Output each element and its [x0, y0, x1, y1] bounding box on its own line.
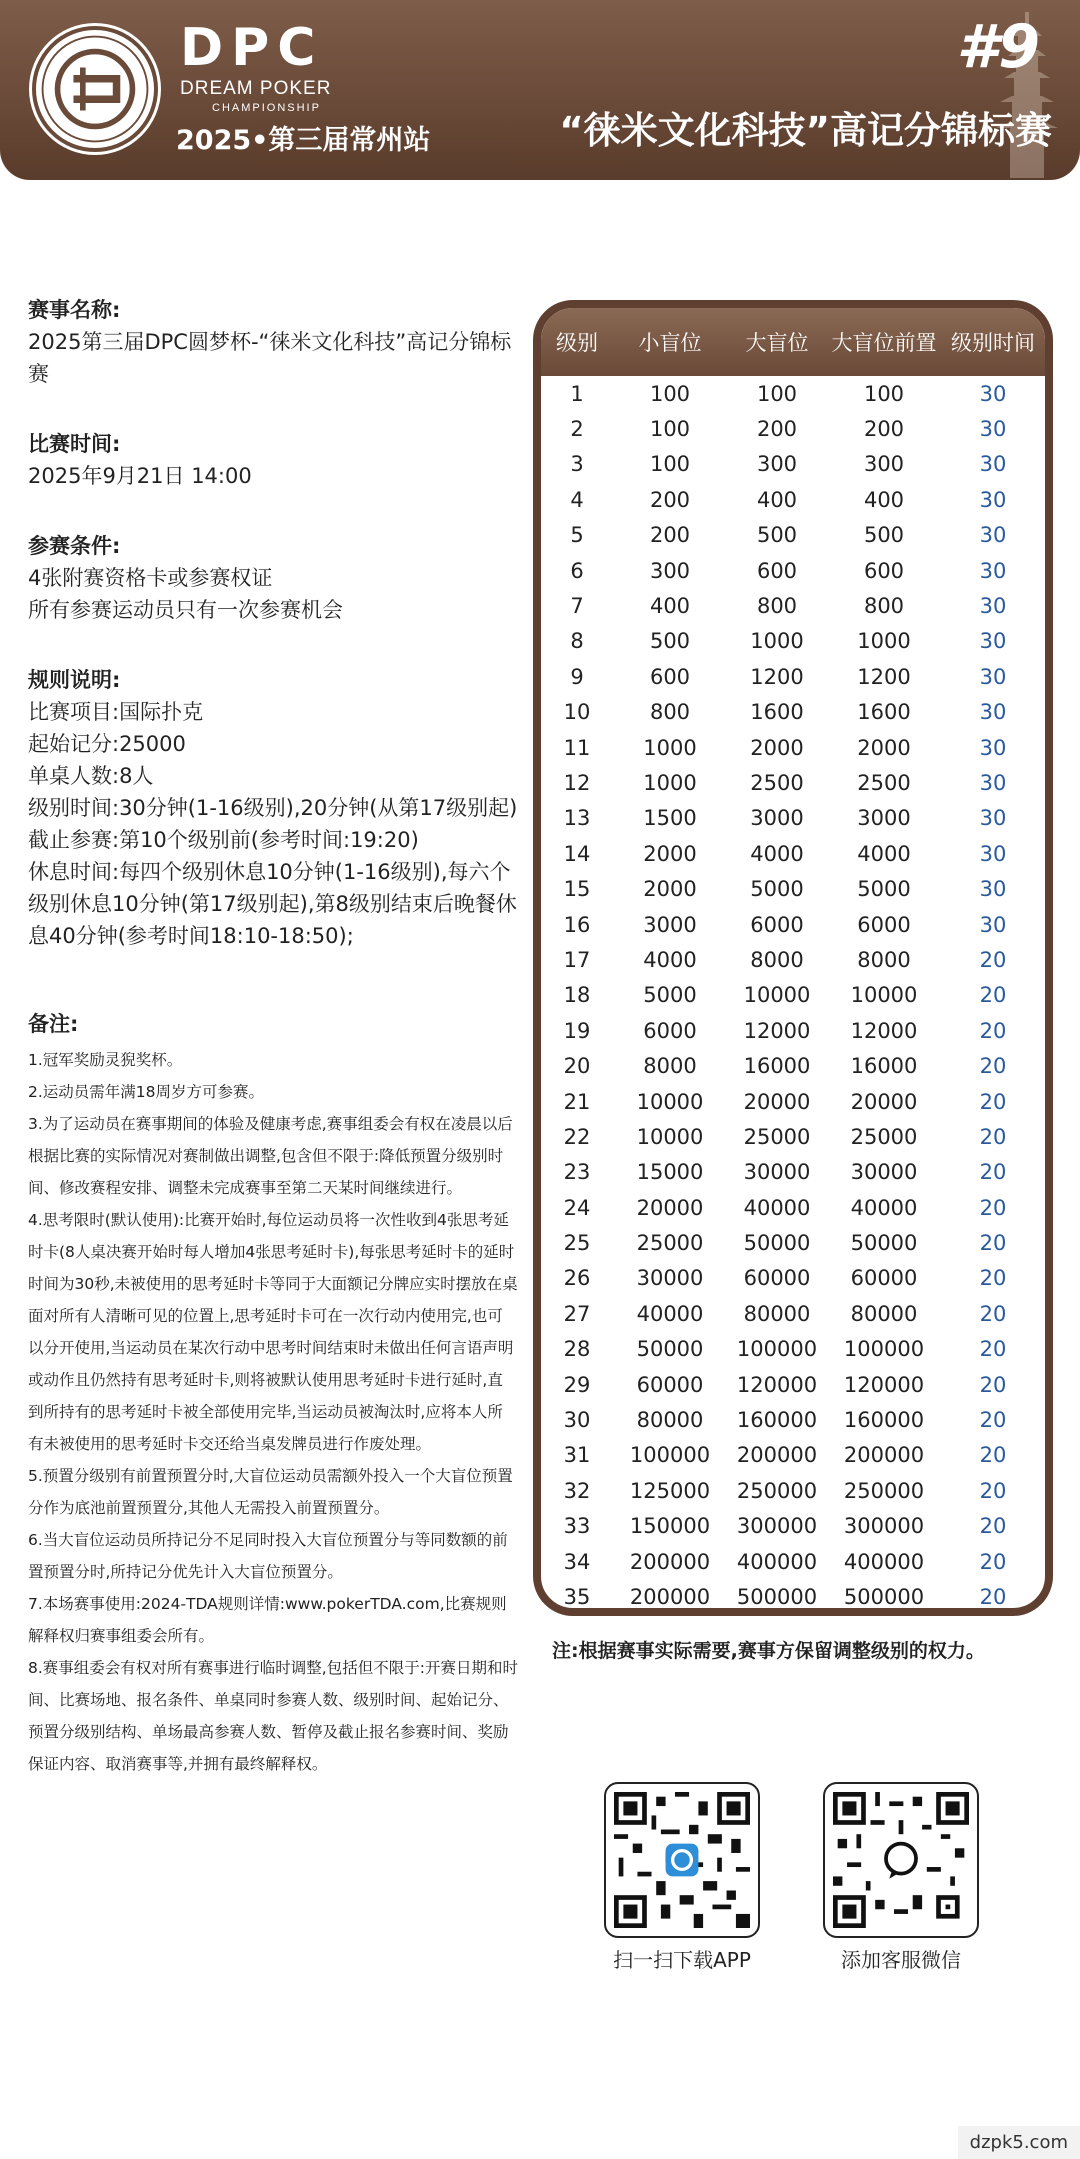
cell-level: 4: [570, 487, 584, 512]
table-row: [541, 1013, 1045, 1048]
note-item: 7.本场赛事使用:2024-TDA规则详情:www.pokerTDA.com,比赛规则解释权归赛事组委会所有。: [28, 1595, 507, 1645]
cell-small-blind: 50000: [636, 1337, 704, 1362]
cell-level: 13: [563, 806, 591, 831]
table-row: [541, 730, 1045, 765]
cell-big-blind: 30000: [743, 1160, 811, 1185]
note-item: 4.思考限时(默认使用):比赛开始时,每位运动员将一次性收到4张思考延时卡(8人桌决赛开始时每人增加4张思考延时卡),每张思考延时卡的延时时间为30秒,未被使用的思考延时卡等同于大面额记分牌应实时摆放在桌面对所有人清晰可见的位置上,思考延时卡可在一次行动内使用完,也可以分开使用,当运动员在某次行动中思考时间结束时未做出任何言语声明或动作且仍然持有思考延时卡,则将被默认使用思考延时卡进行延时,直到所持有的思考延时卡被全部使用完毕,当运动员被淘汰时,应将本人所有未被使用的思考延时卡交还给当桌发牌员进行作废处理。: [28, 1211, 518, 1453]
cell-level: 18: [563, 983, 591, 1008]
cell-small-blind: 200: [649, 487, 691, 512]
cell-big-blind: 100000: [736, 1337, 818, 1362]
cell-level: 6: [570, 558, 584, 583]
cell-big-blind-ante: 200: [863, 417, 905, 442]
cell-level-time: 30: [979, 452, 1007, 477]
cell-level: 17: [563, 947, 591, 972]
cell-big-blind-ante: 40000: [850, 1195, 918, 1220]
cell-big-blind: 120000: [736, 1372, 818, 1397]
table-row: [541, 836, 1045, 871]
cell-big-blind: 1600: [750, 700, 804, 725]
cell-small-blind: 800: [649, 700, 691, 725]
cell-big-blind-ante: 200000: [843, 1443, 925, 1468]
header-banner: [0, 0, 1080, 180]
table-row: [541, 871, 1045, 906]
cell-level: 30: [563, 1408, 591, 1433]
dpc-emblem-icon: [36, 30, 154, 148]
cell-big-blind-ante: 250000: [843, 1478, 925, 1503]
cell-small-blind: 3000: [643, 912, 697, 937]
cell-level: 11: [563, 735, 591, 760]
cell-level-time: 20: [979, 1089, 1007, 1114]
cell-level-time: 20: [979, 1160, 1007, 1185]
cell-small-blind: 200000: [629, 1549, 711, 1574]
condition-line: 4张附赛资格卡或参赛权证: [28, 566, 273, 590]
cell-big-blind: 300: [756, 452, 798, 477]
cell-big-blind: 40000: [743, 1195, 811, 1220]
cell-big-blind-ante: 2500: [857, 770, 911, 795]
cell-level: 32: [563, 1478, 591, 1503]
rule-line: 休息时间:每四个级别休息10分钟(1-16级别),每六个级别休息10分钟(第17级别起),第8级别结束后晚餐休息40分钟(参考时间18:10-18:50);: [28, 860, 517, 948]
cell-level: 29: [563, 1372, 591, 1397]
cell-small-blind: 60000: [636, 1372, 704, 1397]
cell-big-blind: 100: [756, 381, 798, 406]
cell-level: 1: [570, 381, 584, 406]
cell-big-blind-ante: 4000: [857, 841, 911, 866]
cell-small-blind: 1000: [643, 770, 697, 795]
table-row: [541, 1544, 1045, 1579]
cell-level: 9: [570, 664, 584, 689]
cell-big-blind-ante: 80000: [850, 1301, 918, 1326]
cell-big-blind: 300000: [736, 1514, 818, 1539]
table-row: [541, 1473, 1045, 1508]
cell-small-blind: 80000: [636, 1408, 704, 1433]
qr-code-icon: [614, 1792, 750, 1928]
cell-small-blind: 400: [649, 594, 691, 619]
table-row: [541, 1509, 1045, 1544]
qr-code-icon: [833, 1792, 969, 1928]
table-row: [541, 659, 1045, 694]
cell-big-blind: 250000: [736, 1478, 818, 1503]
cell-big-blind-ante: 6000: [857, 912, 911, 937]
table-row: [541, 518, 1045, 553]
cell-big-blind-ante: 30000: [850, 1160, 918, 1185]
cell-small-blind: 125000: [629, 1478, 711, 1503]
cell-big-blind-ante: 16000: [850, 1054, 918, 1079]
cell-level-time: 30: [979, 877, 1007, 902]
table-row: [541, 553, 1045, 588]
cell-big-blind: 20000: [743, 1089, 811, 1114]
table-row: [541, 1438, 1045, 1473]
table-row: [541, 1261, 1045, 1296]
cell-small-blind: 40000: [636, 1301, 704, 1326]
table-row: [541, 765, 1045, 800]
cell-level: 10: [563, 700, 591, 725]
cell-big-blind-ante: 400000: [843, 1549, 925, 1574]
cell-level-time: 30: [979, 417, 1007, 442]
brand-sub: CHAMPIONSHIP: [212, 102, 321, 114]
cell-big-blind-ante: 20000: [850, 1089, 918, 1114]
cell-big-blind-ante: 25000: [850, 1124, 918, 1149]
rule-line: 起始记分:25000: [28, 732, 186, 756]
section-title: 赛事名称:: [28, 298, 121, 322]
event-name-value: 2025第三届DPC圆梦杯-“徕米文化科技”高记分锦标赛: [28, 330, 512, 386]
cell-small-blind: 4000: [643, 947, 697, 972]
cell-big-blind: 16000: [743, 1054, 811, 1079]
cell-level-time: 30: [979, 735, 1007, 760]
cell-level-time: 20: [979, 1195, 1007, 1220]
cell-small-blind: 20000: [636, 1195, 704, 1220]
cell-big-blind-ante: 3000: [857, 806, 911, 831]
section-title: 参赛条件:: [28, 534, 121, 558]
cell-small-blind: 15000: [636, 1160, 704, 1185]
cell-level-time: 30: [979, 841, 1007, 866]
cell-level: 26: [563, 1266, 591, 1291]
cell-big-blind-ante: 10000: [850, 983, 918, 1008]
cell-small-blind: 600: [649, 664, 691, 689]
note-item: 3.为了运动员在赛事期间的体验及健康考虑,赛事组委会有权在凌晨以后根据比赛的实际情况对赛制做出调整,包含但不限于:降低预置分级别时间、修改赛程安排、调整未完成赛事至第二天某时间继续进行。: [28, 1115, 513, 1197]
cell-level: 34: [563, 1549, 591, 1574]
rule-line: 单桌人数:8人: [28, 764, 154, 788]
cell-small-blind: 6000: [643, 1018, 697, 1043]
table-body: [541, 376, 1045, 1615]
cell-big-blind-ante: 50000: [850, 1231, 918, 1256]
cell-level: 2: [570, 417, 584, 442]
cell-small-blind: 1500: [643, 806, 697, 831]
cell-level-time: 30: [979, 558, 1007, 583]
table-row: [541, 376, 1045, 411]
cell-level: 33: [563, 1514, 591, 1539]
cell-big-blind: 50000: [743, 1231, 811, 1256]
cell-small-blind: 200: [649, 523, 691, 548]
table-row: [541, 1579, 1045, 1614]
cell-level-time: 30: [979, 594, 1007, 619]
cell-level-time: 20: [979, 1372, 1007, 1397]
brand-name: DREAM POKER: [180, 78, 332, 99]
cell-big-blind: 200: [756, 417, 798, 442]
event-time-value: 2025年9月21日 14:00: [28, 464, 252, 488]
cell-level: 19: [563, 1018, 591, 1043]
cell-level-time: 30: [979, 770, 1007, 795]
brand-dpc: DPC: [180, 18, 324, 78]
cell-level-time: 20: [979, 1337, 1007, 1362]
header-level: 级别: [556, 331, 598, 355]
cell-level: 22: [563, 1124, 591, 1149]
cell-level: 15: [563, 877, 591, 902]
cell-level-time: 30: [979, 487, 1007, 512]
cell-small-blind: 200000: [629, 1584, 711, 1609]
cell-small-blind: 2000: [643, 841, 697, 866]
table-row: [541, 588, 1045, 623]
cell-big-blind: 1200: [750, 664, 804, 689]
cell-small-blind: 300: [649, 558, 691, 583]
cell-level-time: 20: [979, 1443, 1007, 1468]
table-row: [541, 1225, 1045, 1260]
cell-big-blind-ante: 2000: [857, 735, 911, 760]
note-item: 8.赛事组委会有权对所有赛事进行临时调整,包括但不限于:开赛日期和时间、比赛场地、报名条件、单桌同时参赛人数、级别时间、起始记分、预置分级别结构、单场最高参赛人数、暂停及截止报名参赛时间、奖励保证内容、取消赛事等,并拥有最终解释权。: [28, 1659, 518, 1773]
cell-small-blind: 5000: [643, 983, 697, 1008]
table-header: [541, 308, 1045, 376]
cell-level: 21: [563, 1089, 591, 1114]
table-row: [541, 482, 1045, 517]
cell-level: 14: [563, 841, 591, 866]
cell-level-time: 30: [979, 664, 1007, 689]
cell-level: 16: [563, 912, 591, 937]
header-level-time: 级别时间: [951, 331, 1035, 355]
cell-level-time: 30: [979, 912, 1007, 937]
note-item: 5.预置分级别有前置预置分时,大盲位运动员需额外投入一个大盲位预置分作为底池前置预置分,其他人无需投入前置预置分。: [28, 1467, 513, 1517]
cell-level: 8: [570, 629, 584, 654]
cell-big-blind: 2500: [750, 770, 804, 795]
table-row: [541, 1048, 1045, 1083]
table-row: [541, 1084, 1045, 1119]
table-row: [541, 1190, 1045, 1225]
table-row: [541, 695, 1045, 730]
cell-small-blind: 100: [649, 417, 691, 442]
table-note: 注:根据赛事实际需要,赛事方保留调整级别的权力。: [552, 1640, 985, 1662]
rule-line: 级别时间:30分钟(1-16级别),20分钟(从第17级别起): [28, 796, 518, 820]
note-item: 1.冠军奖励灵猊奖杯。: [28, 1051, 183, 1069]
header-small-blind: 小盲位: [638, 331, 702, 355]
site-watermark: dzpk5.com: [958, 2126, 1080, 2159]
cell-level-time: 20: [979, 1266, 1007, 1291]
cell-big-blind: 800: [756, 594, 798, 619]
cell-big-blind-ante: 12000: [850, 1018, 918, 1043]
blind-structure-table: [533, 300, 1053, 1616]
cell-big-blind: 6000: [750, 912, 804, 937]
cell-big-blind-ante: 8000: [857, 947, 911, 972]
cell-level: 12: [563, 770, 591, 795]
rule-line: 截止参赛:第10个级别前(参考时间:19:20): [28, 828, 419, 852]
wechat-qr-label: 添加客服微信: [841, 1948, 961, 1972]
event-number: #9: [956, 12, 1040, 82]
condition-line: 所有参赛运动员只有一次参赛机会: [28, 598, 343, 622]
table-row: [541, 801, 1045, 836]
cell-level: 31: [563, 1443, 591, 1468]
cell-big-blind: 200000: [736, 1443, 818, 1468]
rules-section: [28, 664, 518, 952]
cell-level: 28: [563, 1337, 591, 1362]
cell-level-time: 20: [979, 983, 1007, 1008]
cell-big-blind: 12000: [743, 1018, 811, 1043]
app-qr-label: 扫一扫下载APP: [613, 1948, 751, 1972]
cell-level-time: 20: [979, 1054, 1007, 1079]
cell-level-time: 20: [979, 1514, 1007, 1539]
section-title: 备注:: [28, 1012, 79, 1036]
cell-big-blind: 8000: [750, 947, 804, 972]
cell-level: 23: [563, 1160, 591, 1185]
notes-list: [28, 1044, 518, 1780]
cell-big-blind: 400: [756, 487, 798, 512]
table-row: [541, 1332, 1045, 1367]
cell-big-blind-ante: 5000: [857, 877, 911, 902]
table-row: [541, 411, 1045, 446]
cell-big-blind: 5000: [750, 877, 804, 902]
event-time-section: [28, 428, 518, 492]
cell-big-blind: 400000: [736, 1549, 818, 1574]
dpc-logo: [32, 26, 158, 152]
cell-big-blind-ante: 400: [863, 487, 905, 512]
cell-small-blind: 100: [649, 381, 691, 406]
wechat-service-qr[interactable]: [823, 1782, 979, 1938]
cell-level: 7: [570, 594, 584, 619]
note-item: 6.当大盲位运动员所持记分不足同时投入大盲位预置分与等同数额的前置预置分时,所持记分优先计入大盲位预置分。: [28, 1531, 508, 1581]
cell-level: 20: [563, 1054, 591, 1079]
cell-small-blind: 150000: [629, 1514, 711, 1539]
cell-big-blind-ante: 120000: [843, 1372, 925, 1397]
cell-small-blind: 2000: [643, 877, 697, 902]
table-row: [541, 1367, 1045, 1402]
entry-condition-section: [28, 530, 518, 626]
cell-big-blind-ante: 500: [863, 523, 905, 548]
cell-small-blind: 10000: [636, 1124, 704, 1149]
header-big-blind-ante: 大盲位前置: [831, 331, 937, 355]
cell-level-time: 20: [979, 1018, 1007, 1043]
cell-big-blind: 10000: [743, 983, 811, 1008]
cell-level-time: 20: [979, 947, 1007, 972]
cell-small-blind: 25000: [636, 1231, 704, 1256]
cell-small-blind: 500: [649, 629, 691, 654]
cell-big-blind: 4000: [750, 841, 804, 866]
cell-big-blind-ante: 60000: [850, 1266, 918, 1291]
table-row: [541, 978, 1045, 1013]
cell-level-time: 20: [979, 1231, 1007, 1256]
cell-level-time: 20: [979, 1478, 1007, 1503]
section-title: 规则说明:: [28, 668, 121, 692]
note-item: 2.运动员需年满18周岁方可参赛。: [28, 1083, 265, 1101]
cell-big-blind-ante: 600: [863, 558, 905, 583]
cell-level-time: 20: [979, 1301, 1007, 1326]
table-row: [541, 1296, 1045, 1331]
table-row: [541, 1155, 1045, 1190]
cell-big-blind: 600: [756, 558, 798, 583]
cell-big-blind: 500: [756, 523, 798, 548]
table-row: [541, 942, 1045, 977]
cell-level-time: 30: [979, 523, 1007, 548]
section-title: 比赛时间:: [28, 432, 121, 456]
cell-level: 24: [563, 1195, 591, 1220]
notes-section: [28, 1008, 518, 1780]
cell-big-blind: 80000: [743, 1301, 811, 1326]
cell-level: 27: [563, 1301, 591, 1326]
cell-level: 25: [563, 1231, 591, 1256]
cell-big-blind-ante: 160000: [843, 1408, 925, 1433]
cell-big-blind: 2000: [750, 735, 804, 760]
table-row: [541, 447, 1045, 482]
cell-level-time: 20: [979, 1408, 1007, 1433]
table-row: [541, 624, 1045, 659]
cell-level-time: 30: [979, 700, 1007, 725]
cell-small-blind: 30000: [636, 1266, 704, 1291]
rule-line: 比赛项目:国际扑克: [28, 700, 204, 724]
cell-big-blind-ante: 1600: [857, 700, 911, 725]
info-column: [28, 294, 518, 1818]
cell-level-time: 20: [979, 1584, 1007, 1609]
cell-big-blind: 60000: [743, 1266, 811, 1291]
cell-small-blind: 100000: [629, 1443, 711, 1468]
cell-small-blind: 8000: [643, 1054, 697, 1079]
cell-big-blind-ante: 500000: [843, 1584, 925, 1609]
cell-big-blind-ante: 1000: [857, 629, 911, 654]
cell-level-time: 20: [979, 1549, 1007, 1574]
table-row: [541, 1402, 1045, 1437]
cell-big-blind: 1000: [750, 629, 804, 654]
cell-big-blind: 3000: [750, 806, 804, 831]
cell-big-blind-ante: 1200: [857, 664, 911, 689]
brand-block: [180, 20, 331, 114]
cell-small-blind: 100: [649, 452, 691, 477]
cell-big-blind-ante: 300000: [843, 1514, 925, 1539]
cell-level: 3: [570, 452, 584, 477]
table-row: [541, 907, 1045, 942]
cell-big-blind-ante: 300: [863, 452, 905, 477]
cell-big-blind-ante: 100: [863, 381, 905, 406]
cell-level: 5: [570, 523, 584, 548]
cell-big-blind: 25000: [743, 1124, 811, 1149]
cell-level-time: 30: [979, 629, 1007, 654]
table-row: [541, 1119, 1045, 1154]
station-title: 2025•第三届常州站: [176, 125, 431, 156]
header-big-blind: 大盲位: [745, 331, 809, 355]
event-title: “徕米文化科技”高记分锦标赛: [559, 109, 1052, 152]
cell-small-blind: 10000: [636, 1089, 704, 1114]
cell-level: 35: [563, 1584, 591, 1609]
event-name-section: [28, 294, 518, 390]
cell-small-blind: 1000: [643, 735, 697, 760]
cell-big-blind: 500000: [736, 1584, 818, 1609]
cell-level-time: 20: [979, 1124, 1007, 1149]
cell-big-blind: 160000: [736, 1408, 818, 1433]
cell-big-blind-ante: 100000: [843, 1337, 925, 1362]
cell-level-time: 30: [979, 806, 1007, 831]
app-download-qr[interactable]: [604, 1782, 760, 1938]
cell-big-blind-ante: 800: [863, 594, 905, 619]
cell-level-time: 30: [979, 381, 1007, 406]
